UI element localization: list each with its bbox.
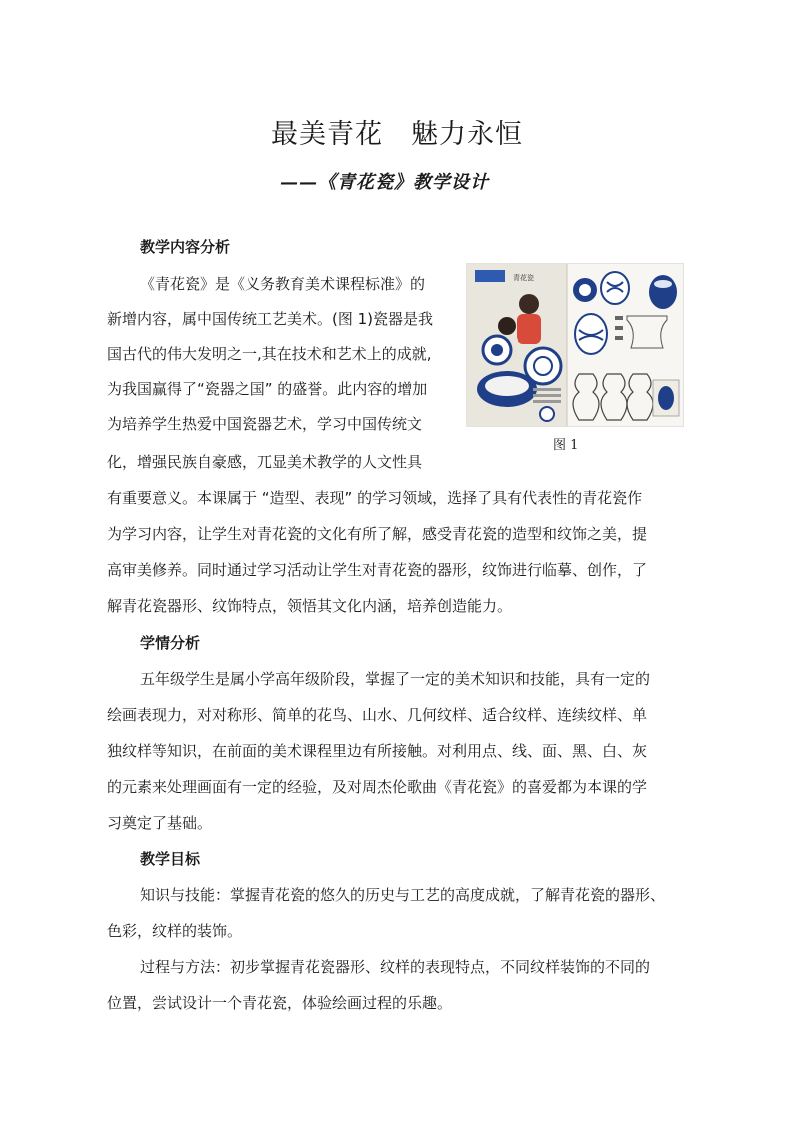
paragraph-line: 位置，尝试设计一个青花瓷，体验绘画过程的乐趣。 [107,994,453,1012]
paragraph-line: 习奠定了基础。 [107,814,213,832]
page-subtitle: ——《青花瓷》教学设计 [280,172,489,193]
paragraph-line: 有重要意义。本课属于 “造型、表现” 的学习领域，选择了具有代表性的青花瓷作 [107,489,643,507]
paragraph-line: 为培养学生热爱中国瓷器艺术，学习中国传统文 [107,415,423,433]
paragraph-line: 独纹样等知识，在前面的美术课程里边有所接触。对利用点、线、面、黑、白、灰 [107,742,648,760]
paragraph-line: 知识与技能：掌握青花瓷的悠久的历史与工艺的高度成就，了解青花瓷的器形、 [140,886,666,904]
paragraph-line: 为我国赢得了“瓷器之国” 的盛誉。此内容的增加 [107,380,428,398]
paragraph-line: 解青花瓷器形、纹饰特点，领悟其文化内涵，培养创造能力。 [107,597,513,615]
paragraph-line: 化，增强民族自豪感，兀显美术教学的人文性具 [107,453,423,471]
paragraph-line: 色彩，纹样的装饰。 [107,922,243,940]
section-heading-student-analysis: 学情分析 [140,634,201,652]
paragraph-line: 五年级学生是属小学高年级阶段，掌握了一定的美术知识和技能，具有一定的 [140,670,651,688]
figure-1-caption: 图 1 [553,438,579,453]
figure-1-photo [466,263,684,427]
paragraph-line: 国古代的伟大发明之一,其在技术和艺术上的成就, [107,345,432,363]
paragraph-line: 新增内容，属中国传统工艺美术。(图 1)瓷器是我 [107,310,434,328]
paragraph-line: 绘画表现力，对对称形、简单的花鸟、山水、几何纹样、适合纹样、连续纹样、单 [107,706,648,724]
book-label-text: 青花瓷 [513,274,534,282]
paragraph-line: 《青花瓷》是《义务教育美术课程标准》的 [140,275,426,293]
paragraph-line: 高审美修养。同时通过学习活动让学生对青花瓷的器形，纹饰进行临摹、创作，了 [107,561,648,579]
textbook-photo-illustration [467,264,683,426]
paragraph-line: 为学习内容，让学生对青花瓷的文化有所了解，感受青花瓷的造型和纹饰之美，提 [107,525,648,543]
section-heading-content-analysis: 教学内容分析 [140,238,231,256]
section-heading-teaching-goals: 教学目标 [140,850,201,868]
page-title: 最美青花 魅力永恒 [271,119,523,150]
paragraph-line: 过程与方法：初步掌握青花瓷器形、纹样的表现特点，不同纹样装饰的不同的 [140,958,651,976]
paragraph-line: 的元素来处理画面有一定的经验，及对周杰伦歌曲《青花瓷》的喜爱都为本课的学 [107,778,648,796]
